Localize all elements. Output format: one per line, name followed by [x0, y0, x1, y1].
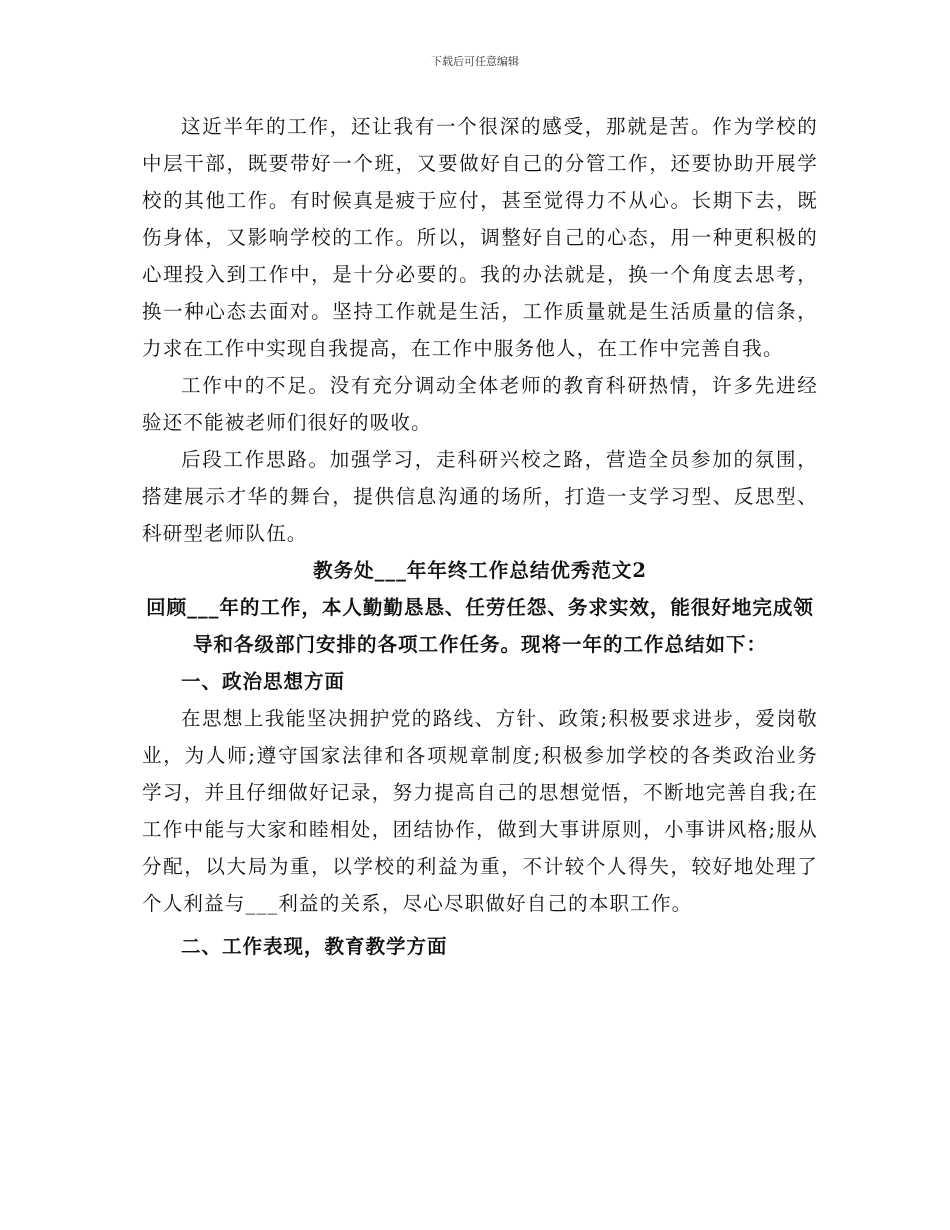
page-header-note: 下载后可任意编辑	[431, 55, 519, 68]
paragraph-political: 在思想上我能坚决拥护党的路线、方针、政策;积极要求进步，爱岗敬业，为人师;遵守国家法律和各项规章制度;积极参加学校的各类政治业务学习，并且仔细做好记录，努力提高自己的思想觉悟，不断地完善自我;在工作中能与大家和睦相处，团结协作，做到大事讲原则，小事讲风格;服从分配，以大局为重，以学校的利益为重，不计较个人得失，较好地处理了个人利益与___利益的关系，尽心尽职做好自己的本职工作。	[142, 707, 818, 915]
intro-paragraph: 回顾___年的工作，本人勤勤恳恳、任劳任怨、务求实效，能很好地完成领导和各级部门安排的各项工作任务。现将一年的工作总结如下：	[146, 596, 814, 656]
paragraph-shortcomings: 工作中的不足。没有充分调动全体老师的教育科研热情，许多先进经验还不能被老师们很好的吸收。	[142, 374, 818, 434]
heading-political: 一、政治思想方面	[181, 670, 346, 693]
document-body	[142, 108, 818, 965]
paragraph-plan: 后段工作思路。加强学习，走科研兴校之路，营造全员参加的氛围，搭建展示才华的舞台，提供信息沟通的场所，打造一支学习型、反思型、科研型老师队伍。	[142, 448, 818, 545]
paragraph-feeling: 这近半年的工作，还让我有一个很深的感受，那就是苦。作为学校的中层干部，既要带好一个班，又要做好自己的分管工作，还要协助开展学校的其他工作。有时候真是疲于应付，甚至觉得力不从心。长期下去，既伤身体，又影响学校的工作。所以，调整好自己的心态，用一种更积极的心理投入到工作中，是十分必要的。我的办法就是，换一个角度去思考，换一种心态去面对。坚持工作就是生活，工作质量就是生活质量的信条，力求在工作中实现自我提高，在工作中服务他人，在工作中完善自我。	[142, 115, 818, 360]
heading-work-performance: 二、工作表现，教育教学方面	[181, 935, 448, 958]
section-title: 教务处___年年终工作总结优秀范文2	[313, 559, 647, 582]
